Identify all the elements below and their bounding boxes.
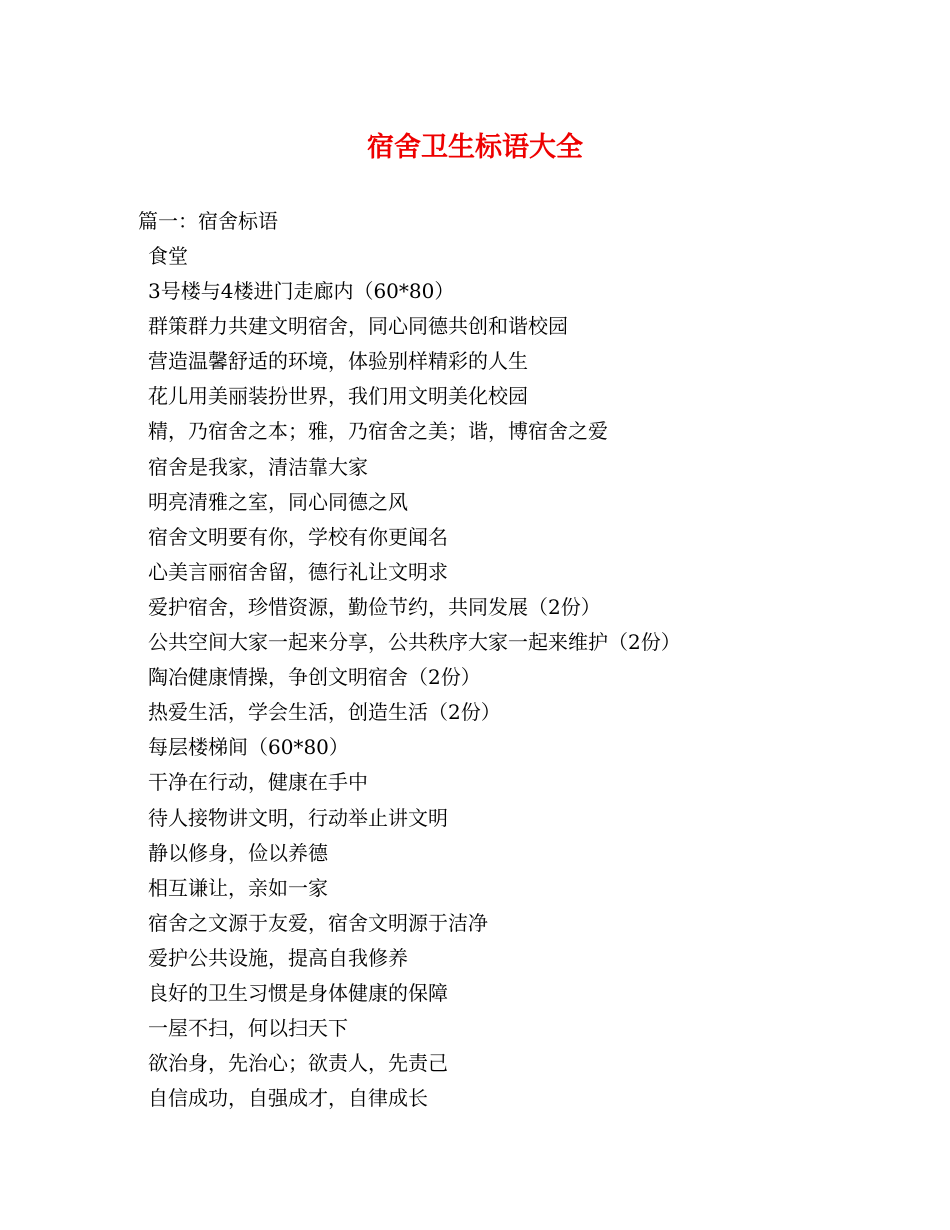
- slogan-line: 心美言丽宿舍留，德行礼让文明求: [148, 559, 448, 584]
- section-heading: 篇一：宿舍标语: [138, 209, 278, 233]
- slogan-line: 静以修身，俭以养德: [148, 840, 328, 865]
- slogan-line: 精，乃宿舍之本；雅，乃宿舍之美；谐，博宿舍之爱: [148, 419, 608, 444]
- slogan-line: 每层楼梯间（60*80）: [148, 735, 349, 760]
- slogan-line: 宿舍是我家，清洁靠大家: [148, 454, 368, 479]
- slogan-line: 爱护宿舍，珍惜资源，勤俭节约，共同发展（2份）: [148, 594, 601, 619]
- slogan-list: [148, 239, 681, 1116]
- slogan-line: 群策群力共建文明宿舍，同心同德共创和谐校园: [148, 314, 568, 339]
- slogan-line: 干净在行动，健康在手中: [148, 770, 368, 795]
- document-title: 宿舍卫生标语大全: [367, 132, 583, 163]
- slogan-line: 热爱生活，学会生活，创造生活（2份）: [148, 700, 501, 725]
- slogan-line: 花儿用美丽装扮世界，我们用文明美化校园: [148, 384, 528, 409]
- slogan-line: 宿舍之文源于友爱，宿舍文明源于洁净: [148, 910, 488, 935]
- slogan-line: 陶冶健康情操，争创文明宿舍（2份）: [148, 665, 481, 690]
- slogan-line: 明亮清雅之室，同心同德之风: [148, 489, 408, 514]
- slogan-line: 自信成功，自强成才，自律成长: [148, 1086, 428, 1111]
- slogan-line: 食堂: [148, 244, 188, 268]
- slogan-line: 一屋不扫，何以扫天下: [148, 1016, 348, 1041]
- slogan-line: 欲治身，先治心；欲责人，先责己: [148, 1051, 448, 1076]
- slogan-line: 待人接物讲文明，行动举止讲文明: [148, 805, 448, 830]
- slogan-line: 良好的卫生习惯是身体健康的保障: [148, 980, 448, 1005]
- slogan-line: 3号楼与4楼进门走廊内（60*80）: [148, 279, 455, 304]
- slogan-line: 爱护公共设施，提高自我修养: [148, 945, 408, 970]
- slogan-line: 相互谦让，亲如一家: [148, 875, 328, 900]
- slogan-line: 公共空间大家一起来分享，公共秩序大家一起来维护（2份）: [148, 630, 681, 655]
- slogan-line: 宿舍文明要有你，学校有你更闻名: [148, 524, 448, 549]
- slogan-line: 营造温馨舒适的环境，体验别样精彩的人生: [148, 349, 528, 374]
